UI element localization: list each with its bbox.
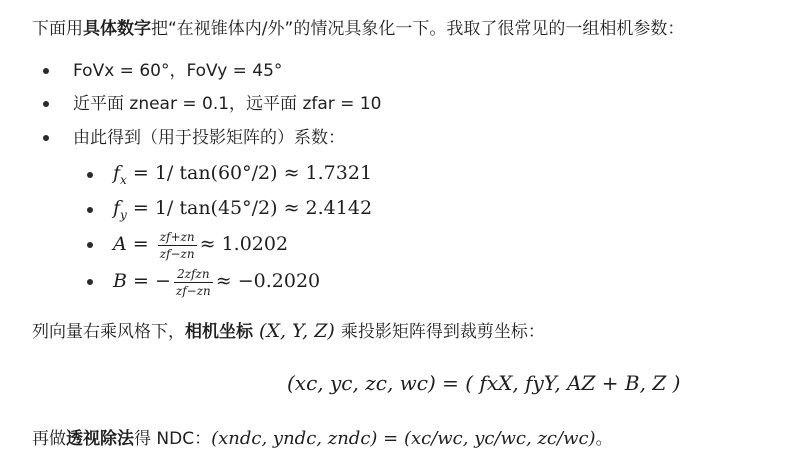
fraction-b: $\frac{\text{2zfzn}}{zf-zn}$: [175, 266, 211, 298]
coeff-a: A = $\frac{zf+zn}{zf-zn}$ ≈ 1.0202: [113, 229, 289, 261]
ndc-formula: (xndc, yndc, zndc) = (xc/wc, yc/wc, zc/wc): [211, 428, 596, 449]
camera-coords: (X, Y, Z): [253, 320, 341, 342]
ndc-bold: 透视除法: [66, 429, 134, 449]
bullet-dot: [43, 68, 49, 74]
intro-bold: 具体数字: [83, 19, 151, 39]
clip-bold: 相机坐标: [185, 322, 253, 342]
bullet-coefficients: 由此得到（用于投影矩阵的）系数：: [73, 128, 345, 148]
intro-text-1: 下面用: [32, 19, 83, 39]
coeff-fx: $f_x = 1/$ tan(60°/2) ≈ 1.7321: [113, 162, 373, 187]
sub-bullet-dot: [87, 172, 93, 178]
sub-bullet-dot: [87, 279, 93, 285]
sub-bullet-dot: [87, 207, 93, 213]
clip-paragraph: 列向量右乘风格下，相机坐标 (X, Y, Z) 乘投影矩阵得到裁剪坐标：: [32, 320, 545, 342]
intro-text-2: 把“在视锥体内/外”的情况具象化一下。我取了很常见的一组相机参数：: [151, 19, 685, 39]
intro-paragraph: [32, 18, 684, 40]
bullet-fov: FoVx = 60°，FoVy = 45°: [73, 61, 283, 81]
coeff-b: B = − $\frac{\text{2zfzn}}{zf-zn}$ ≈ −0.2020: [113, 266, 321, 298]
bullet-clip-planes: 近平面 znear = 0.1，远平面 zfar = 10: [73, 94, 382, 114]
bullet-dot: [43, 135, 49, 141]
coeff-fy: $f_y = 1/$ tan(45°/2) ≈ 2.4142: [113, 197, 373, 222]
fraction-a: $\frac{zf+zn}{zf-zn}$: [159, 229, 195, 261]
clip-equation: (xc, yc, zc, wc) = ( fxX, fyY, AZ + B, Z ): [287, 371, 681, 395]
ndc-paragraph: 再做透视除法得 NDC：(xndc, yndc, zndc) = (xc/wc, yc/wc, zc/wc)。: [32, 428, 613, 449]
bullet-dot: [43, 101, 49, 107]
sub-bullet-dot: [87, 242, 93, 248]
